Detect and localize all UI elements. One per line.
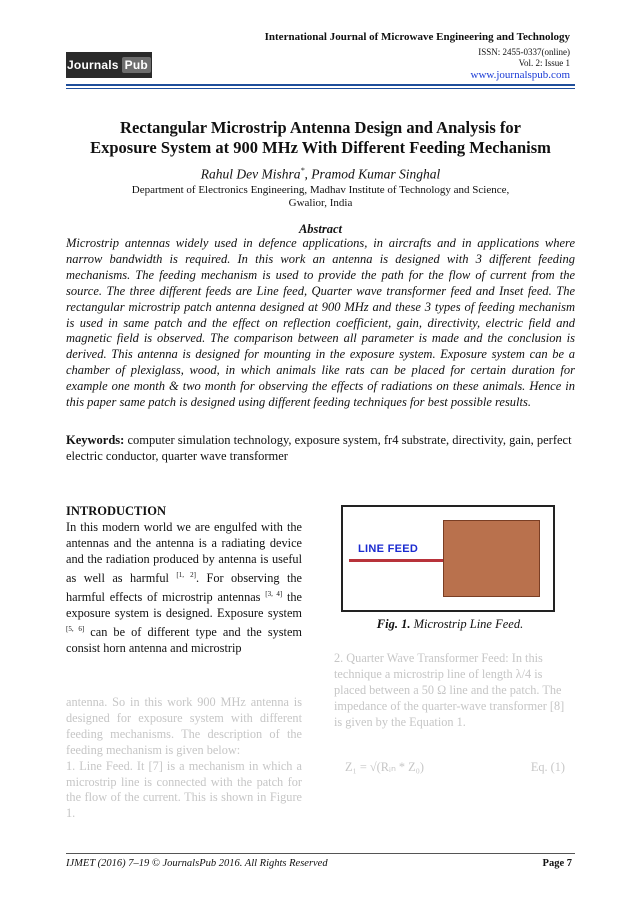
- caption-number: Fig. 1.: [376, 617, 411, 631]
- journal-volume: Vol. 2: Issue 1: [518, 58, 570, 68]
- ref-1-2[interactable]: [1, 2]: [176, 570, 196, 579]
- abstract-body: Microstrip antennas widely used in defence applications, in aircrafts and in applications where narrow bandwidth is required. In this work an antenna is designed with 3 different feeding mechanisms. The feeding mechanism is used to provide the path for the flow of current from the source. The three different feeds are Line feed, Quarter wave transformer feed and Inset feed. The rectangular microstrip patch antenna designed at 900 MHz and these 3 types of feeding mechanism is used in same patch and the effect on reflection coefficient, gain, directivity, electric field and magnetic field is observed. The comparison between all parameter is made and the conclusion is derived. This antenna is designed for mounting in the exposure system. Exposure system can be a chamber of plexiglass, wood, in which animals like rats can be placed for certain duration for example one month & two month for observing the effects of radiations on these animals. Hence in this paper same patch is designed using different feeding techniques for best possible results.: [66, 236, 575, 410]
- figure-caption: [330, 617, 570, 632]
- footer-citation: IJMET (2016) 7–19 © JournalsPub 2016. All Rights Reserved: [66, 858, 328, 869]
- author-2: , Pramod Kumar Singhal: [304, 166, 441, 182]
- logo-pub: Pub: [122, 57, 151, 73]
- author-mark: *: [300, 166, 305, 175]
- intro-text-b: . For observing the harmful effects of microstrip antennas: [66, 570, 302, 604]
- faded-intro-text: antenna. So in this work 900 MHz antenna is designed for exposure system with different feeding mechanisms. The description of the feeding mechanism is given below:: [66, 695, 302, 757]
- journal-issn: ISSN: 2455-0337(online): [478, 47, 570, 57]
- intro-paragraph: [66, 520, 302, 657]
- header-rule-bottom: [66, 88, 575, 89]
- keywords-label: Keywords:: [66, 433, 125, 447]
- keywords-text: computer simulation technology, exposure system, fr4 substrate, directivity, gain, perfect electric conductor, quarter wave transformer: [66, 433, 572, 463]
- intro-text-d: can be of different type and the system consist horn antenna and microstrip: [66, 624, 302, 655]
- header-rule-top: [66, 84, 575, 86]
- ref-3-4[interactable]: [3, 4]: [265, 589, 283, 598]
- faded-continuation: [66, 695, 302, 822]
- equation-expression: Z₁ = √(Rᵢₙ * Z₀): [345, 760, 425, 774]
- affiliation-line-1: Department of Electronics Engineering, Madhav Institute of Technology and Science,: [131, 184, 510, 196]
- paper-authors: [66, 166, 575, 183]
- intro-heading: INTRODUCTION: [66, 504, 167, 518]
- intro-text-a: In this modern world we are engulfed with the antennas and the antenna is a radiating device and the radiation produced by antenna is useful as well as harmful: [66, 519, 302, 585]
- intro-section: [66, 504, 302, 656]
- title-line-2: Exposure System at 900 MHz With Different Feeding Mechanism: [90, 138, 551, 157]
- intro-text-c: the exposure system is designed. Exposure system: [66, 589, 302, 620]
- author-1: Rahul Dev Mishra: [200, 166, 301, 182]
- journal-title: International Journal of Microwave Engineering and Technology: [264, 31, 570, 43]
- abstract-heading: Abstract: [298, 222, 343, 236]
- faded-line-feed-item: 1. Line Feed. It [7] is a mechanism in which a microstrip line is connected with the patch for the flow of the current. This is shown in Figure 1.: [66, 758, 302, 821]
- logo-word: Journals: [67, 58, 119, 72]
- caption-text: Microstrip Line Feed.: [410, 617, 524, 631]
- paper-title: [66, 118, 575, 158]
- journal-logo: [66, 52, 152, 78]
- title-line-1: Rectangular Microstrip Antenna Design and Analysis for: [120, 118, 521, 137]
- keywords: [66, 432, 575, 464]
- figure-label: LINE FEED: [358, 543, 419, 555]
- faded-equation: [345, 760, 575, 776]
- affiliation-line-2: Gwalior, India: [288, 197, 353, 209]
- equation-label: Eq. (1): [530, 760, 565, 774]
- feed-line: [349, 559, 443, 562]
- patch-rectangle: [443, 520, 540, 597]
- affiliation: [66, 184, 575, 210]
- page-number: Page 7: [542, 858, 572, 869]
- ref-5-6[interactable]: [5, 6]: [66, 624, 85, 633]
- footer-rule: [66, 853, 575, 854]
- faded-quarter-wave-item: 2. Quarter Wave Transformer Feed: In this technique a microstrip line of length λ/4 is placed between a 50 Ω line and the patch. The impedance of the quarter-wave transformer [8] is given by the Equation 1.: [334, 651, 565, 729]
- journal-url[interactable]: www.journalspub.com: [470, 69, 570, 81]
